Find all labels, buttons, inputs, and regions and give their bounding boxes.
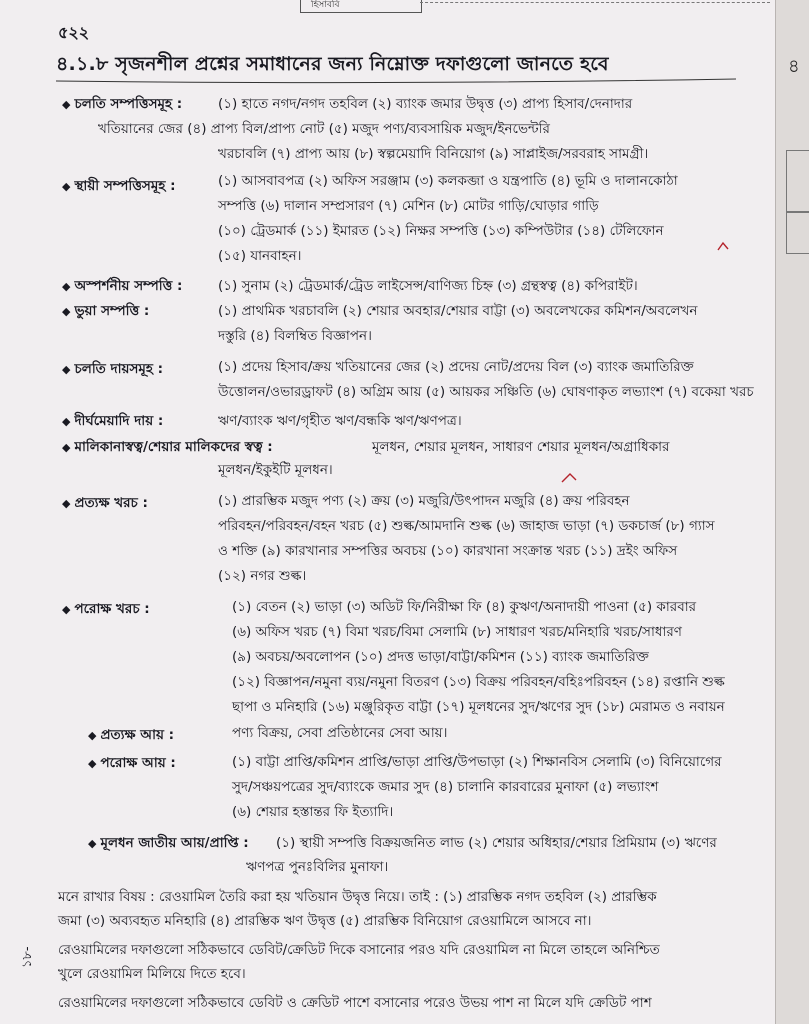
item-term: মালিকানাস্বত্ব/শেয়ার মালিকদের স্বত্ব : xyxy=(74,439,273,455)
bullet-icon: ◆ xyxy=(62,305,71,318)
direct-income-item xyxy=(88,724,174,747)
item-line: (১২) বিজ্ঞাপন/নমুনা ব্যয়/নমুনা বিতরণ (১৩) বিক্রয় পরিবহন/বহিঃপরিবহন (১৪) রপ্তানি শুল্ক xyxy=(232,674,725,690)
page-gutter xyxy=(775,0,809,1024)
bullet-icon: ◆ xyxy=(88,837,97,850)
bullet-icon: ◆ xyxy=(62,441,71,454)
item-term: চলতি দায়সমূহ : xyxy=(74,361,164,377)
note-line: মনে রাখার বিষয় : রেওয়ামিল তৈরি করা হয় খতিয়ান উদ্বৃত্ত নিয়ে। তাই : (১) প্রারম্ভিক নগদ তহবিল (২) প্রারম্ভিক xyxy=(58,889,657,905)
item-line: (১) আসবাবপত্র (২) অফিস সরঞ্জাম (৩) কলকব্জা ও যন্ত্রপাতি (৪) ভূমি ও দালানকোঠা xyxy=(218,173,678,189)
bullet-icon: ◆ xyxy=(88,729,97,742)
item-line: (১) হাতে নগদ/নগদ তহবিল (২) ব্যাংক জমার উদ্বৃত্ত (৩) প্রাপ্য হিসাব/দেনাদার xyxy=(218,96,633,112)
note-line: রেওয়ামিলের দফাগুলো সঠিকভাবে ডেবিট/ক্রেডিট দিকে বসানোর পরও যদি রেওয়ামিল না মিলে তাহলে অনিশ্চিত xyxy=(58,942,660,958)
item-line: (৬) অফিস খরচ (৭) বিমা খরচ/বিমা সেলামি (৮) সাধারণ খরচ/মনিহারি খরচ/সাধারণ xyxy=(232,624,682,640)
item-term: প্রত্যক্ষ আয় : xyxy=(100,727,175,743)
bullet-icon: ◆ xyxy=(62,180,71,193)
item-line: (৯) অবচয়/অবলোপন (১০) প্রদত্ত ভাড়া/বাট্টা/কমিশন (১১) ব্যাংক জমাতিরিক্ত xyxy=(232,649,649,665)
item-line: দস্তুরি (৪) বিলম্বিত বিজ্ঞাপন। xyxy=(218,328,372,344)
note-line: খুলে রেওয়ামিল মিলিয়ে দিতে হবে। xyxy=(58,966,246,982)
header-rule xyxy=(420,2,770,3)
indirect-income-item xyxy=(88,752,176,775)
item-line: পরিবহন/পরিবহন/বহন খরচ (৫) শুল্ক/আমদানি শুল্ক (৬) জাহাজ ভাড়া (৭) ডকচার্জ (৮) গ্যাস xyxy=(218,518,715,534)
item-line: (১) স্থায়ী সম্পত্তি বিক্রয়জনিত লাভ (২) শেয়ার অধিহার/শেয়ার প্রিমিয়াম (৩) ঋণের xyxy=(276,835,717,851)
section-heading: ৪.১.৮ সৃজনশীল প্রশ্নের সমাধানের জন্য নিম্নোক্ত দফাগুলো জানতে হবে xyxy=(56,53,609,75)
bullet-icon: ◆ xyxy=(62,98,71,111)
long-term-liabilities-item xyxy=(62,410,163,433)
item-line: ছাপা ও মনিহারি (১৬) মঞ্জুরিকৃত বাট্টা (১৭) মূলধনের সুদ/ঋণের সুদ (১৮) মেরামত ও নবায়ন xyxy=(232,699,725,715)
current-assets-item xyxy=(62,93,182,116)
indirect-expenses-item xyxy=(62,598,150,621)
item-term: প্রত্যক্ষ খরচ : xyxy=(74,495,148,511)
item-line: (১) প্রাথমিক খরচাবলি (২) শেয়ার অবহার/শেয়ার বাট্টা (৩) অবলেখকের কমিশন/অবলেখন xyxy=(218,303,698,319)
pen-mark xyxy=(560,470,580,486)
fictitious-assets-item xyxy=(62,300,149,323)
item-line: (১২) নগর শুল্ক। xyxy=(218,568,307,584)
heading-underline xyxy=(56,76,736,86)
margin-mark: ১৮- xyxy=(20,946,35,968)
item-line: মূলধন, শেয়ার মূলধন, সাধারণ শেয়ার মূলধন/অগ্রাধিকার xyxy=(372,439,670,455)
item-line: খরচাবলি (৭) প্রাপ্য আয় (৮) স্বল্পমেয়াদি বিনিয়োগ (৯) সাপ্লাইজ/সরবরাহ সামগ্রী। xyxy=(218,146,649,162)
gutter-box xyxy=(786,212,809,254)
item-line: ও শক্তি (৯) কারখানার সম্পত্তির অবচয় (১০) কারখানা সংক্রান্ত খরচ (১১) দ্রইং অফিস xyxy=(218,543,678,559)
item-term: স্থায়ী সম্পত্তিসমূহ : xyxy=(74,178,176,194)
item-term: দীর্ঘমেয়াদি দায় : xyxy=(74,413,164,429)
note-line: জমা (৩) অব্যবহৃত মনিহারি (৪) প্রারম্ভিক ঋণ উদ্বৃত্ত (৫) প্রারম্ভিক বিনিয়োগ রেওয়ামিলে আসবে না। xyxy=(58,913,592,929)
item-line: ঋণ/ব্যাংক ঋণ/গৃহীত ঋণ/বন্ধকি ঋণ/ঋণপত্র। xyxy=(218,413,462,429)
intangible-assets-item xyxy=(62,275,182,298)
bullet-icon: ◆ xyxy=(62,497,71,510)
gutter-glyph: ৪ xyxy=(788,56,800,77)
bullet-icon: ◆ xyxy=(62,415,71,428)
item-line: সম্পত্তি (৬) দালান সম্প্রসারণ (৭) মেশিন (৮) মোটর গাড়ি/ঘোড়ার গাড়ি xyxy=(218,198,599,214)
item-line: (১৫) যানবাহন। xyxy=(218,248,302,264)
item-line: (১) সুনাম (২) ট্রেডমার্ক/ট্রেড লাইসেন্স/বাণিজ্য চিহ্ন (৩) গ্রন্থস্বত্ব (৪) কপিরাইট। xyxy=(218,278,638,294)
pen-mark xyxy=(716,240,730,254)
capital-income-item xyxy=(88,832,249,855)
item-line: উত্তোলন/ওভারড্রাফট (৪) অগ্রিম আয় (৫) আয়কর সঞ্চিতি (৬) ঘোষণাকৃত লভ্যাংশ (৭) বকেয়া খরচ xyxy=(218,384,754,400)
page-number: ৫২২ xyxy=(58,23,90,42)
item-term: পরোক্ষ খরচ : xyxy=(74,601,150,617)
fixed-assets-item xyxy=(62,175,176,198)
bullet-icon: ◆ xyxy=(62,363,71,376)
item-term: মূলধন জাতীয় আয়/প্রাপ্তি : xyxy=(100,835,249,851)
gutter-box xyxy=(786,150,809,212)
item-line: সুদ/সঞ্চয়পত্রের সুদ/ব্যাংকে জমার সুদ (৪) চালানি কারবারের মুনাফা (৫) লভ্যাংশ xyxy=(232,779,659,795)
item-line: (১) প্রদেয় হিসাব/ক্রয় খতিয়ানের জের (২) প্রদেয় নোট/প্রদেয় বিল (৩) ব্যাংক জমাতিরিক্ত xyxy=(218,359,694,375)
item-term: চলতি সম্পত্তিসমূহ : xyxy=(74,96,183,112)
item-line: খতিয়ানের জের (৪) প্রাপ্য বিল/প্রাপ্য নোট (৫) মজুদ পণ্য/ব্যবসায়িক মজুদ/ইনভেন্টরি xyxy=(98,121,550,137)
bullet-icon: ◆ xyxy=(88,757,97,770)
item-term: ভুয়া সম্পত্তি : xyxy=(74,303,150,319)
direct-expenses-item xyxy=(62,492,148,515)
note-line: রেওয়ামিলের দফাগুলো সঠিকভাবে ডেবিট ও ক্রেডিট পাশে বসানোর পরেও উভয় পাশ না মিলে যদি ক্রেডিট পাশ xyxy=(58,995,652,1011)
item-term: অস্পর্শনীয় সম্পত্তি : xyxy=(74,278,183,294)
item-line: (১০) ট্রেডমার্ক (১১) ইমারত (১২) নিক্ষর সম্পত্তি (১৩) কম্পিউটার (১৪) টেলিফোন xyxy=(218,223,664,239)
owners-equity-item xyxy=(62,436,273,459)
item-term: পরোক্ষ আয় : xyxy=(100,755,176,771)
bullet-icon: ◆ xyxy=(62,603,71,616)
item-line: (১) বেতন (২) ভাড়া (৩) অডিট ফি/নিরীক্ষা ফি (৪) কুঋণ/অনাদায়ী পাওনা (৫) কারবার xyxy=(232,599,697,615)
item-line: মূলধন/ইকুইটি মূলধন। xyxy=(218,462,333,478)
current-liabilities-item xyxy=(62,358,163,381)
running-header-tab: হিসাববি xyxy=(300,0,422,13)
item-line: পণ্য বিক্রয়, সেবা প্রতিষ্ঠানের সেবা আয়। xyxy=(232,725,448,741)
item-line: ঋণপত্র পুনঃবিলির মুনাফা। xyxy=(246,859,389,875)
item-line: (১) বাট্টা প্রাপ্তি/কমিশন প্রাপ্তি/ভাড়া প্রাপ্তি/উপভাড়া (২) শিক্ষানবিস সেলামি (৩) বিনিয়োগের xyxy=(232,754,722,770)
bullet-icon: ◆ xyxy=(62,280,71,293)
item-line: (১) প্রারম্ভিক মজুদ পণ্য (২) ক্রয় (৩) মজুরি/উৎপাদন মজুরি (৪) ক্রয় পরিবহন xyxy=(218,493,630,509)
item-line: (৬) শেয়ার হস্তান্তর ফি ইত্যাদি। xyxy=(232,804,394,820)
